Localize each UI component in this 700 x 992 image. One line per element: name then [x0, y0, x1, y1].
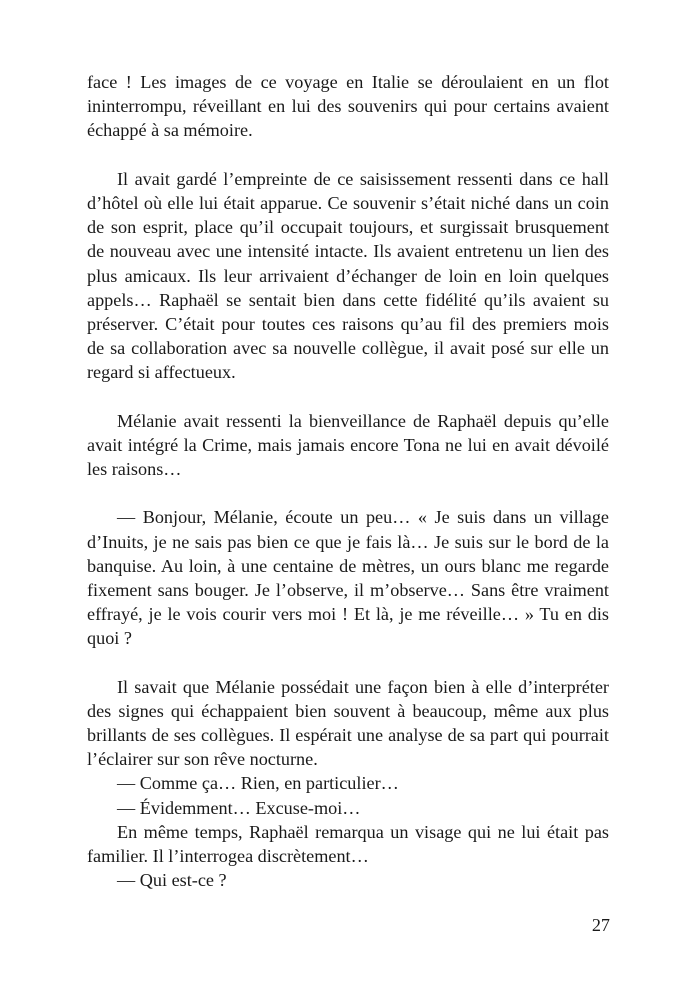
dialogue-line: — Comme ça… Rien, en particulier…	[117, 773, 399, 794]
paragraph	[87, 675, 609, 893]
paragraph	[87, 167, 609, 385]
page-body	[87, 70, 609, 892]
text-line: regard si affectueux.	[87, 362, 236, 383]
text-line: échappé à sa mémoire.	[87, 120, 253, 141]
paragraph	[87, 409, 609, 482]
text-line: les raisons…	[87, 459, 182, 479]
text-line: d’Inuits, je ne sais pas bien ce que je fais là… Je suis sur le bord de la	[87, 531, 609, 552]
text-line: plus amicaux. Ils leur arrivaient d’échanger de loin en loin quelques	[87, 265, 609, 286]
text-line: l’éclairer sur son rêve nocturne.	[87, 749, 318, 770]
text-line: banquise. Au loin, à une centaine de mètres, un ours blanc me regarde	[87, 555, 609, 576]
text-line: fixement sans bouger. Je l’observe, il m’observe… Sans être vraiment	[87, 579, 609, 600]
paragraph	[87, 505, 609, 650]
text-line: quoi ?	[87, 628, 132, 649]
text-line: de nouveau avec une intensité intacte. Ils avaient entretenu un lien des	[87, 241, 609, 262]
text-line: Il avait gardé l’empreinte de ce saisissement ressenti dans ce hall	[117, 168, 609, 189]
text-line: effrayé, je le vois courir vers moi ! Et là, je me réveille… » Tu en dis	[87, 604, 609, 625]
paragraph-spacer	[87, 384, 609, 408]
text-line: appels… Raphaël se sentait bien dans cette fidélité qu’ils avaient su	[87, 289, 609, 310]
paragraph-spacer	[87, 651, 609, 675]
text-line: Il savait que Mélanie possédait une façon bien à elle d’interpréter	[117, 676, 609, 697]
text-line: ininterrompu, réveillant en lui des souvenirs qui pour certains avaient	[87, 96, 609, 117]
page-number: 27	[591, 915, 610, 935]
paragraph-spacer	[87, 143, 609, 167]
text-line: d’hôtel où elle lui était apparue. Ce souvenir s’était niché dans un coin	[87, 192, 609, 213]
text-line: face ! Les images de ce voyage en Italie se déroulaient en un flot	[87, 72, 609, 92]
dialogue-line: — Évidemment… Excuse-moi…	[117, 797, 361, 818]
dialogue-line: — Qui est-ce ?	[117, 870, 227, 891]
text-line: de sa collaboration avec sa nouvelle collègue, il avait posé sur elle un	[87, 338, 609, 359]
text-line: brillants de ses collègues. Il espérait une analyse de sa part qui pourrait	[87, 725, 609, 746]
text-line: avait intégré la Crime, mais jamais encore Tona ne lui en avait dévoilé	[87, 434, 609, 455]
paragraph	[87, 70, 609, 143]
text-line: des signes qui échappaient bien souvent à beaucoup, même aux plus	[87, 700, 609, 721]
text-line: Mélanie avait ressenti la bienveillance de Raphaël depuis qu’elle	[117, 410, 609, 431]
text-line: — Bonjour, Mélanie, écoute un peu… « Je suis dans un village	[117, 507, 609, 528]
text-line: de son esprit, place qu’il occupait toujours, et surgissait brusquement	[87, 217, 609, 238]
text-line: En même temps, Raphaël remarqua un visage qui ne lui était pas	[117, 821, 609, 842]
paragraph-spacer	[87, 481, 609, 505]
text-line: préserver. C’était pour toutes ces raisons qu’au fil des premiers mois	[87, 313, 609, 334]
text-line: familier. Il l’interrogea discrètement…	[87, 846, 369, 866]
